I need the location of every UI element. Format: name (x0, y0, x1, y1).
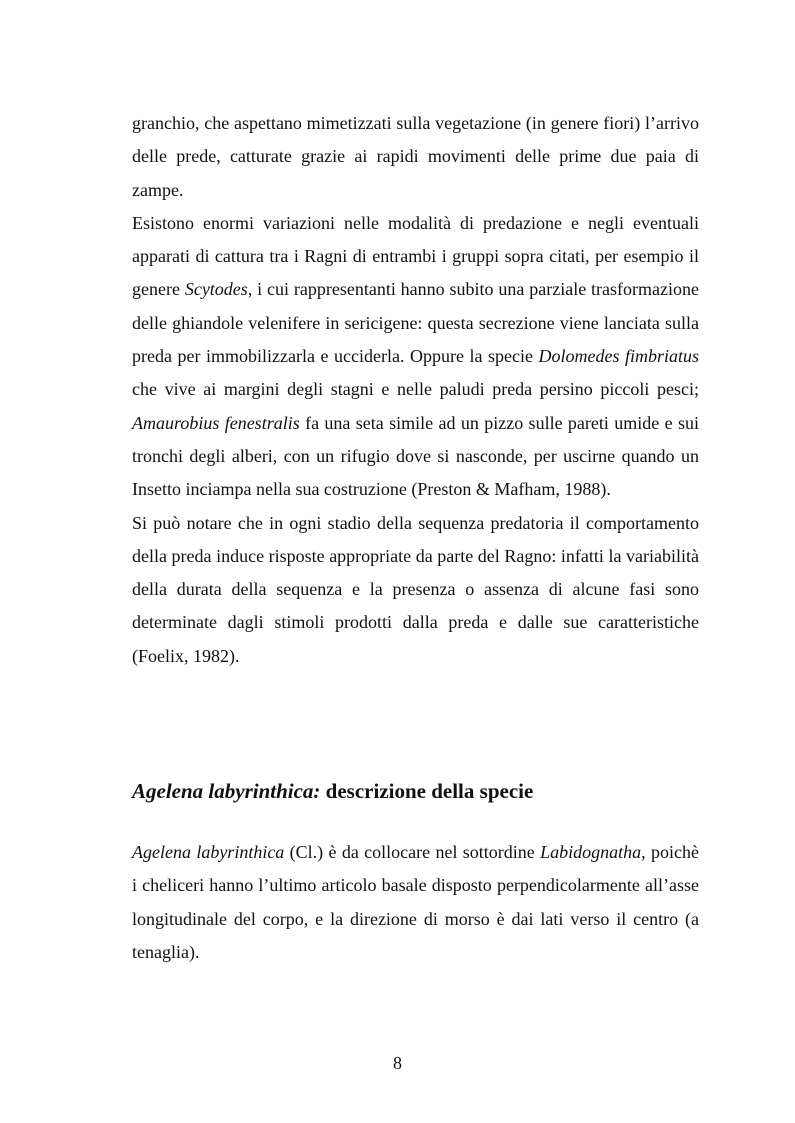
taxon-amaurobius-fenestralis: Amaurobius fenestralis (132, 412, 300, 433)
section-heading (132, 776, 699, 806)
paragraph-2-part-4: fa una seta simile ad un pizzo sulle pareti umide e sui tronchi degli alberi, con un rifugio dove si nasconde, per uscirne quando un Insetto inciampa nella sua costruzione (Preston & Mafham, 1988). (132, 412, 699, 500)
paragraph-4-part-1: (Cl.) è da collocare nel sottordine (284, 842, 541, 862)
paragraph-2-part-3: che vive ai margini degli stagni e nelle paludi preda persino piccoli pesci; (132, 379, 699, 400)
taxon-dolomedes-fimbriatus: Dolomedes fimbriatus (538, 346, 700, 367)
section-heading-species: Agelena labyrinthica: (132, 779, 321, 803)
body-text-top (132, 107, 699, 673)
section-heading-rest: descrizione della specie (320, 779, 534, 803)
paragraph-4-part-2: , poichè i cheliceri hanno l’ultimo articolo basale disposto perpendicolarmente all’asse longitudinale del corpo, e la direzione di morso è dai lati verso il centro (a tenaglia). (132, 842, 699, 962)
paragraph-1: granchio, che aspettano mimetizzati sulla vegetazione (in genere fiori) l’arrivo delle prede, catturate grazie ai rapidi movimenti delle prime due paia di zampe. (132, 113, 699, 200)
taxon-labidognatha: Labidognatha (540, 842, 642, 862)
body-text-bottom (132, 836, 699, 969)
taxon-scytodes: Scytodes (184, 279, 248, 300)
paragraph-2-part-2: , i cui rappresentanti hanno subito una parziale trasformazione delle ghiandole velenifere in sericigene: questa secrezione viene lanciata sulla preda per immobilizzarla e ucciderla. Oppure la specie (132, 279, 699, 367)
paragraph-2-part-1: Esistono enormi variazioni nelle modalità di predazione e negli eventuali apparati di cattura tra i Ragni di entrambi i gruppi sopra citati, per esempio il genere (132, 212, 699, 300)
page-number: 8 (393, 1053, 402, 1073)
paragraph-2 (132, 207, 699, 507)
taxon-agelena-labyrinthica: Agelena labyrinthica (132, 842, 285, 862)
paragraph-4 (132, 836, 699, 969)
paragraph-3: Si può notare che in ogni stadio della sequenza predatoria il comportamento della preda induce risposte appropriate da parte del Ragno: infatti la variabilità della durata della sequenza e la presenza o assenza di alcune fasi sono determinate dagli stimoli prodotti dalla preda e dalle sue caratteristiche (Foelix, 1982). (132, 512, 699, 666)
